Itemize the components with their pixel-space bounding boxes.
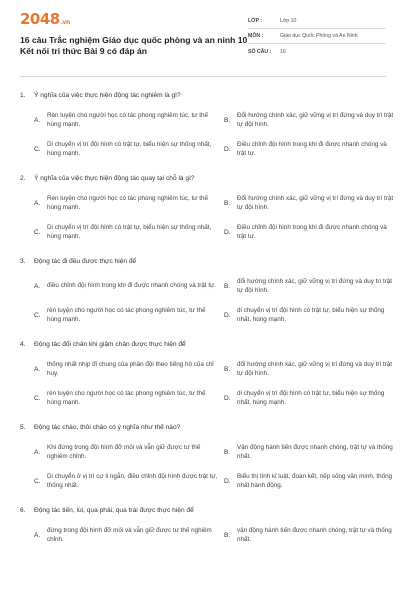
option-text: vận động hành tiến được nhanh chóng, trật tự và thống nhất. — [237, 526, 392, 543]
answer-option[interactable] — [34, 304, 224, 326]
answer-option[interactable] — [34, 275, 224, 297]
option-text: Rèn luyện cho người học có tác phong nghiêm túc, tư thế hùng mạnh. — [47, 111, 208, 128]
answer-options — [20, 441, 393, 492]
answer-option[interactable] — [34, 524, 224, 546]
answer-option[interactable] — [224, 275, 400, 297]
question-stem — [20, 257, 386, 266]
answer-options — [20, 275, 393, 326]
meta-value: Lớp 10 — [280, 18, 297, 24]
option-text: đứng trong đội hình đỡ mỏi và vẫn giữ được tư thế nghiêm chỉnh. — [47, 526, 212, 543]
answer-option[interactable] — [34, 192, 224, 214]
option-letter: A. — [34, 199, 41, 207]
document-header — [20, 12, 386, 70]
option-letter: C. — [34, 394, 41, 402]
option-letter: B. — [224, 448, 231, 456]
option-text: Vận động hành tiến được nhanh chóng, trật tự và thống nhất. — [237, 443, 393, 460]
option-letter: C. — [34, 477, 41, 485]
question-text: Động tác đi đều được thực hiện để — [34, 258, 137, 265]
question-list — [20, 91, 394, 546]
header-divider — [20, 76, 386, 77]
question-item — [20, 257, 393, 326]
option-letter: D. — [224, 477, 231, 485]
question-stem — [20, 506, 386, 515]
option-text: Khi đứng trong đội hình đỡ mỏi và vẫn giữ được tư thế nghiêm chỉnh. — [47, 443, 201, 460]
question-number: 4. — [20, 341, 26, 348]
option-text: Rèn luyện cho người học có tác phong nghiêm túc, tư thế hùng mạnh. — [47, 194, 208, 211]
option-text: Di chuyển ở vị trí cự li ngắn, điều chỉnh đội hình được trật tự, thống nhất. — [47, 472, 218, 489]
option-letter: A. — [34, 282, 41, 290]
option-letter: A. — [34, 448, 41, 456]
question-number: 2. — [20, 175, 26, 182]
question-number: 5. — [20, 424, 26, 431]
answer-option[interactable] — [224, 304, 400, 326]
logo-main: 2048 — [20, 10, 60, 28]
option-letter: C. — [34, 145, 41, 153]
option-text: đổi hướng chính xác, giữ vững vị trí đứng và duy trì trật tự đội hình. — [237, 277, 393, 294]
answer-option[interactable] — [34, 387, 224, 409]
answer-option[interactable] — [224, 524, 400, 546]
option-text: điều chỉnh đội hình trong khi đi được nhanh chóng và trật tự. — [47, 282, 217, 290]
question-text: Ý nghĩa của việc thực hiện động tác quay tại chỗ là gì? — [34, 175, 195, 182]
option-letter: A. — [34, 365, 41, 373]
option-letter: B. — [224, 365, 231, 373]
option-letter: C. — [34, 228, 41, 236]
question-text: Động tác chào, thôi chào có ý nghĩa như thế nào? — [34, 424, 181, 431]
answer-option[interactable] — [34, 221, 224, 243]
option-text: di chuyển vị trí đội hình có trật tự, biểu hiện sự thống nhất, hùng mạnh. — [237, 389, 385, 406]
option-letter: B. — [224, 531, 231, 539]
option-text: di chuyển vị trí đội hình có trật tự, biểu hiện sự thống nhất, hùng mạnh. — [237, 306, 385, 323]
answer-option[interactable] — [224, 387, 400, 409]
question-stem — [20, 91, 386, 100]
question-item — [20, 174, 394, 243]
question-stem — [20, 174, 386, 183]
option-letter: C. — [34, 311, 41, 319]
meta-key: SỐ CÂU : — [248, 48, 272, 55]
meta-info-table — [248, 14, 386, 59]
option-text: Điều chỉnh đội hình trong khi đi được nhanh chóng và trật tự. — [237, 223, 387, 240]
question-item — [20, 423, 393, 492]
answer-option[interactable] — [34, 470, 224, 492]
answer-option[interactable] — [224, 192, 400, 214]
question-text: Động tác tiến, lùi, qua phải, qua trái được thực hiện để — [34, 507, 194, 514]
answer-options — [20, 358, 393, 409]
question-item — [20, 340, 393, 409]
answer-option[interactable] — [224, 470, 400, 492]
option-letter: D. — [224, 394, 231, 402]
answer-options — [20, 524, 392, 546]
question-stem — [20, 340, 386, 349]
site-logo[interactable] — [20, 12, 248, 30]
document-title: 16 câu Trắc nghiệm Giáo dục quốc phòng và an ninh 10 Kết nối tri thức Bài 9 có đáp án — [20, 35, 248, 56]
meta-row — [248, 14, 386, 29]
option-letter: B. — [224, 282, 231, 290]
question-item — [20, 506, 392, 546]
option-text: Di chuyển vị trí đội hình có trật tự, biểu hiện sự thống nhất, hùng mạnh. — [47, 223, 212, 240]
answer-option[interactable] — [34, 109, 224, 131]
option-text: Đổi hướng chính xác, giữ vững vị trí đứng và duy trì trật tự đội hình. — [237, 194, 394, 211]
meta-key: MÔN : — [248, 33, 264, 39]
answer-option[interactable] — [224, 441, 400, 463]
option-letter: B. — [224, 116, 231, 124]
answer-option[interactable] — [224, 138, 400, 160]
meta-value: Giáo dục Quốc Phòng và An Ninh — [280, 33, 358, 39]
question-item — [20, 91, 394, 160]
answer-option[interactable] — [34, 441, 224, 463]
answer-option[interactable] — [34, 358, 224, 380]
answer-option[interactable] — [224, 109, 400, 131]
option-letter: D. — [224, 311, 231, 319]
option-letter: B. — [224, 199, 231, 207]
option-text: rèn luyện cho người học có tác phong nghiêm túc, tư thế hùng mạnh. — [47, 389, 206, 406]
option-text: Đổi hướng chính xác, giữ vững vị trí đứng và duy trì trật tự đội hình. — [237, 111, 394, 128]
option-text: Điều chỉnh đội hình trong khi đi được nhanh chóng và trật tự. — [237, 140, 387, 157]
meta-key: LỚP : — [248, 18, 263, 24]
meta-row — [248, 29, 386, 44]
question-text: Ý nghĩa của việc thực hiện động tác nghiêm là gì? — [34, 92, 181, 99]
answer-option[interactable] — [34, 138, 224, 160]
question-text: Động tác đổi chân khi giậm chân được thực hiện để — [34, 341, 186, 348]
option-letter: D. — [224, 228, 231, 236]
option-text: đổi hướng chính xác, giữ vững vị trí đứng và duy trì trật tự đội hình. — [237, 360, 393, 377]
option-text: Di chuyển vị trí đội hình có trật tự, biểu hiện sự thống nhất, hùng mạnh. — [47, 140, 212, 157]
header-left — [20, 12, 248, 57]
option-letter: A. — [34, 116, 41, 124]
meta-row — [248, 44, 386, 59]
option-text: thống nhất nhịp đi chung của phân đội theo tiếng hô của chỉ huy. — [47, 360, 214, 377]
option-text: Biểu thị tính kỉ luật, đoàn kết, nếp sống văn minh, thống nhất hành động. — [237, 472, 393, 489]
option-letter: A. — [34, 531, 41, 539]
question-stem — [20, 423, 386, 432]
answer-options — [20, 192, 394, 243]
question-number: 3. — [20, 258, 26, 265]
question-number: 1. — [20, 92, 26, 99]
option-letter: D. — [224, 145, 231, 153]
answer-option[interactable] — [224, 221, 400, 243]
meta-value: 16 — [280, 48, 286, 55]
option-text: rèn luyện cho người học có tác phong nghiêm túc, tư thế hùng mạnh. — [47, 306, 206, 323]
logo-tld: .vn — [60, 19, 70, 26]
question-number: 6. — [20, 507, 26, 514]
answer-option[interactable] — [224, 358, 400, 380]
answer-options — [20, 109, 394, 160]
